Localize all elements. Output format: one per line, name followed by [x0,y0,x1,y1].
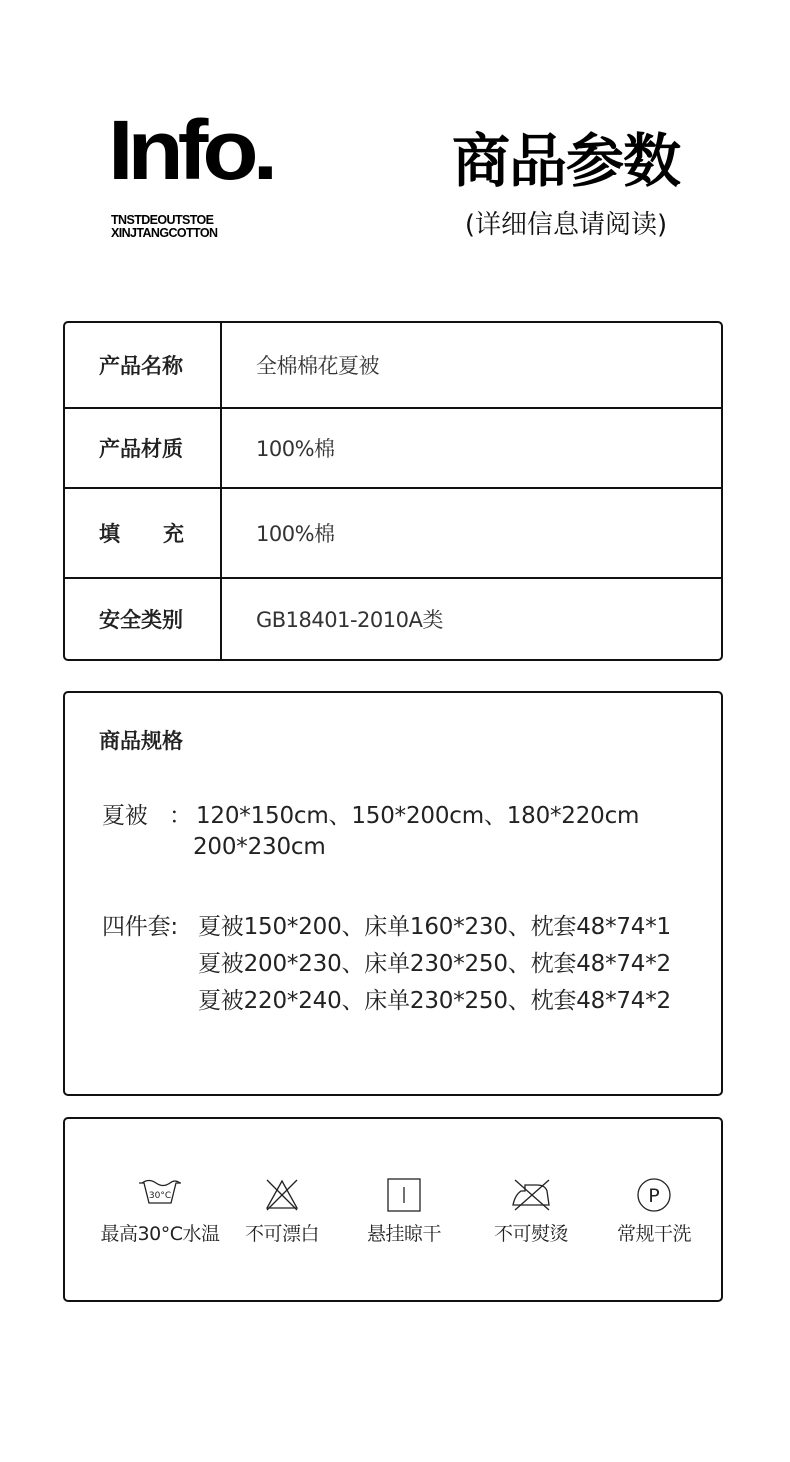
logo-subtitle [111,214,217,240]
four-piece-label: 四件套: [102,914,178,940]
row-value: 100%棉 [256,437,335,461]
dry-clean-p-icon [630,1177,678,1213]
row-value: GB18401-2010A类 [256,608,443,632]
care-label: 常规干洗 [616,1223,691,1245]
summer-quilt-colon: ： [169,803,192,829]
care-item-hang-dry [334,1177,474,1246]
care-label: 悬挂晾干 [366,1223,441,1245]
hang-dry-icon [380,1177,428,1213]
table-row-material [65,409,721,489]
logo-wordmark: Info. [108,103,273,198]
care-item-no-iron [461,1177,601,1246]
care-item-dry-clean [584,1177,724,1246]
row-label: 安全类别 [65,579,222,659]
table-row-safety [65,579,721,659]
row-value: 100%棉 [256,522,335,546]
summer-quilt-label: 夏被 [102,803,148,829]
care-label: 不可熨烫 [493,1223,568,1245]
logo-subtitle-line-2: XINJTANGCOTTON [111,226,218,240]
table-row-name [65,323,721,409]
care-instructions-box [63,1117,723,1302]
page-title: 商品参数 [451,127,680,195]
care-item-no-bleach [212,1177,352,1246]
care-item-wash [90,1177,230,1246]
dry-clean-letter: P [648,1185,660,1207]
no-bleach-icon [258,1177,306,1213]
summer-quilt-sizes-line-2: 200*230cm [193,834,326,860]
four-piece-line-3: 夏被220*240、床单230*250、枕套48*74*2 [198,988,671,1014]
product-info-table [63,321,723,661]
row-label [65,489,222,577]
row-label: 产品材质 [65,409,222,487]
row-label: 产品名称 [65,323,222,407]
care-label: 不可漂白 [244,1223,319,1245]
wash-temp-text: 30°C [148,1191,172,1201]
page-subtitle: (详细信息请阅读) [464,210,668,240]
care-label: 最高30°C水温 [100,1223,220,1245]
wash-30-icon [136,1177,184,1213]
table-row-filling [65,489,721,579]
four-piece-line-2: 夏被200*230、床单230*250、枕套48*74*2 [198,951,671,977]
summer-quilt-sizes-line-1: 120*150cm、150*200cm、180*220cm [196,803,640,829]
four-piece-line-1: 夏被150*200、床单160*230、枕套48*74*1 [198,914,671,940]
logo-subtitle-line-1: TNSTDEOUTSTOE [111,213,214,227]
spec-title: 商品规格 [99,729,183,753]
spec-box [63,691,723,1096]
no-iron-icon [507,1177,555,1213]
row-label-char-2: 充 [163,522,184,546]
row-label-char-1: 填 [99,522,120,546]
row-value: 全棉棉花夏被 [256,354,379,378]
